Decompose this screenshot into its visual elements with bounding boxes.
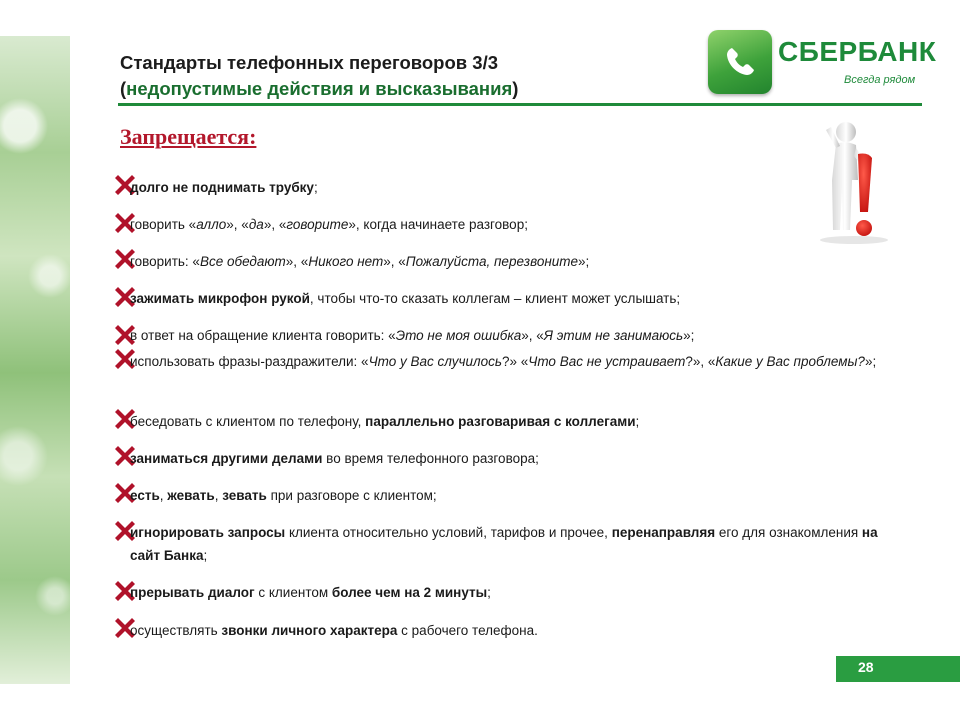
item-text-part: , чтобы что-то сказать коллегам – клиент может услышать; [309,291,681,306]
item-text-part: его для ознакомления [715,525,862,540]
header-divider [118,103,922,106]
item-text-part: алло [196,217,227,232]
logo-name: СБЕРБАНК [778,36,937,67]
phone-icon [708,30,772,94]
item-text-part: ; [203,548,208,563]
item-text-part: Какие у Вас проблемы? [715,354,865,369]
item-text-part: ; [487,585,491,600]
item-text-part: есть [130,488,160,503]
item-text-part: Это не моя ошибка [395,328,522,343]
item-text-part: Все обедают [199,254,286,269]
item-text-part: говорить: « [130,254,200,269]
item-text-part: Никого нет [308,254,384,269]
item-text-part: говорить « [130,217,197,232]
list-item [130,410,890,433]
item-text-part: », « [383,254,406,269]
item-text-part: зевать [222,488,267,503]
list-item [130,350,890,373]
item-text-part: осуществлять [130,623,222,638]
item-text-part: параллельно разговаривая с коллегами [365,414,636,429]
item-text-part: да [248,217,264,232]
item-text-part: »; [578,254,590,269]
list-item [130,213,890,236]
item-text-part: перенаправляя [611,525,716,540]
item-text-part: ?» « [501,354,529,369]
list-item [130,250,890,273]
item-text-part: звонки личного характера [221,623,398,638]
logo-tagline: Всегда рядом [844,74,916,86]
item-text-part: зажимать микрофон рукой [130,291,310,306]
page-title [120,50,680,102]
item-text-part: игнорировать запросы [130,525,286,540]
item-text-part: использовать фразы-раздражители: « [130,354,369,369]
title-line-2: (недопустимые действия и высказывания) [120,78,519,99]
item-text-part: ?», « [685,354,716,369]
decorative-side-strip [0,36,70,684]
section-heading: Запрещается: [120,124,257,149]
item-text-part: с клиентом [254,585,332,600]
item-text-part: »; [864,354,877,369]
list-item [130,619,890,642]
list-item [130,176,890,199]
page-number-bar [836,656,960,682]
item-text-part: Я этим не занимаюсь [543,328,684,343]
item-text-part: говорите [286,217,349,232]
item-text-part: , [159,488,168,503]
title-line-1: Стандарты телефонных переговоров 3/3 [120,52,499,73]
item-text-part: Пожалуйста, перезвоните [405,254,579,269]
item-text-part: более чем на 2 минуты [331,585,488,600]
page-number: 28 [858,659,874,675]
item-text-part: прерывать диалог [130,585,255,600]
list-item [130,447,890,470]
item-text-part: , [214,488,223,503]
item-text-part: Что у Вас случилось [368,354,502,369]
item-text-part: беседовать с клиентом по телефону, [130,414,366,429]
item-text-part: при разговоре с клиентом; [266,488,437,503]
item-text-part: клиента относительно условий, тарифов и прочее, [285,525,612,540]
item-text-part: », « [285,254,309,269]
item-text-part: заниматься другими делами [130,451,323,466]
item-text-part: ; [313,180,318,195]
item-text-part: Что Вас не устраивает [528,354,686,369]
item-text-part: », когда начинаете разговор; [348,217,528,232]
item-text-part: », « [521,328,544,343]
list-item [130,484,890,507]
item-text-part: в ответ на обращение клиента говорить: « [130,328,396,343]
item-text-part: », « [226,217,249,232]
item-text-part: »; [683,328,695,343]
list-item [130,287,890,310]
item-text-part: жевать [167,488,215,503]
list-item [130,324,890,347]
item-text-part: ; [635,414,640,429]
item-text-part: долго не поднимать трубку [130,180,314,195]
sberbank-logo [708,30,937,96]
list-item [130,521,890,567]
item-text-part: во время телефонного разговора; [322,451,539,466]
list-item [130,581,890,604]
item-text-part: на сайт Банка [130,525,878,563]
item-text-part: », « [263,217,287,232]
item-text-part: с рабочего телефона. [397,623,538,638]
